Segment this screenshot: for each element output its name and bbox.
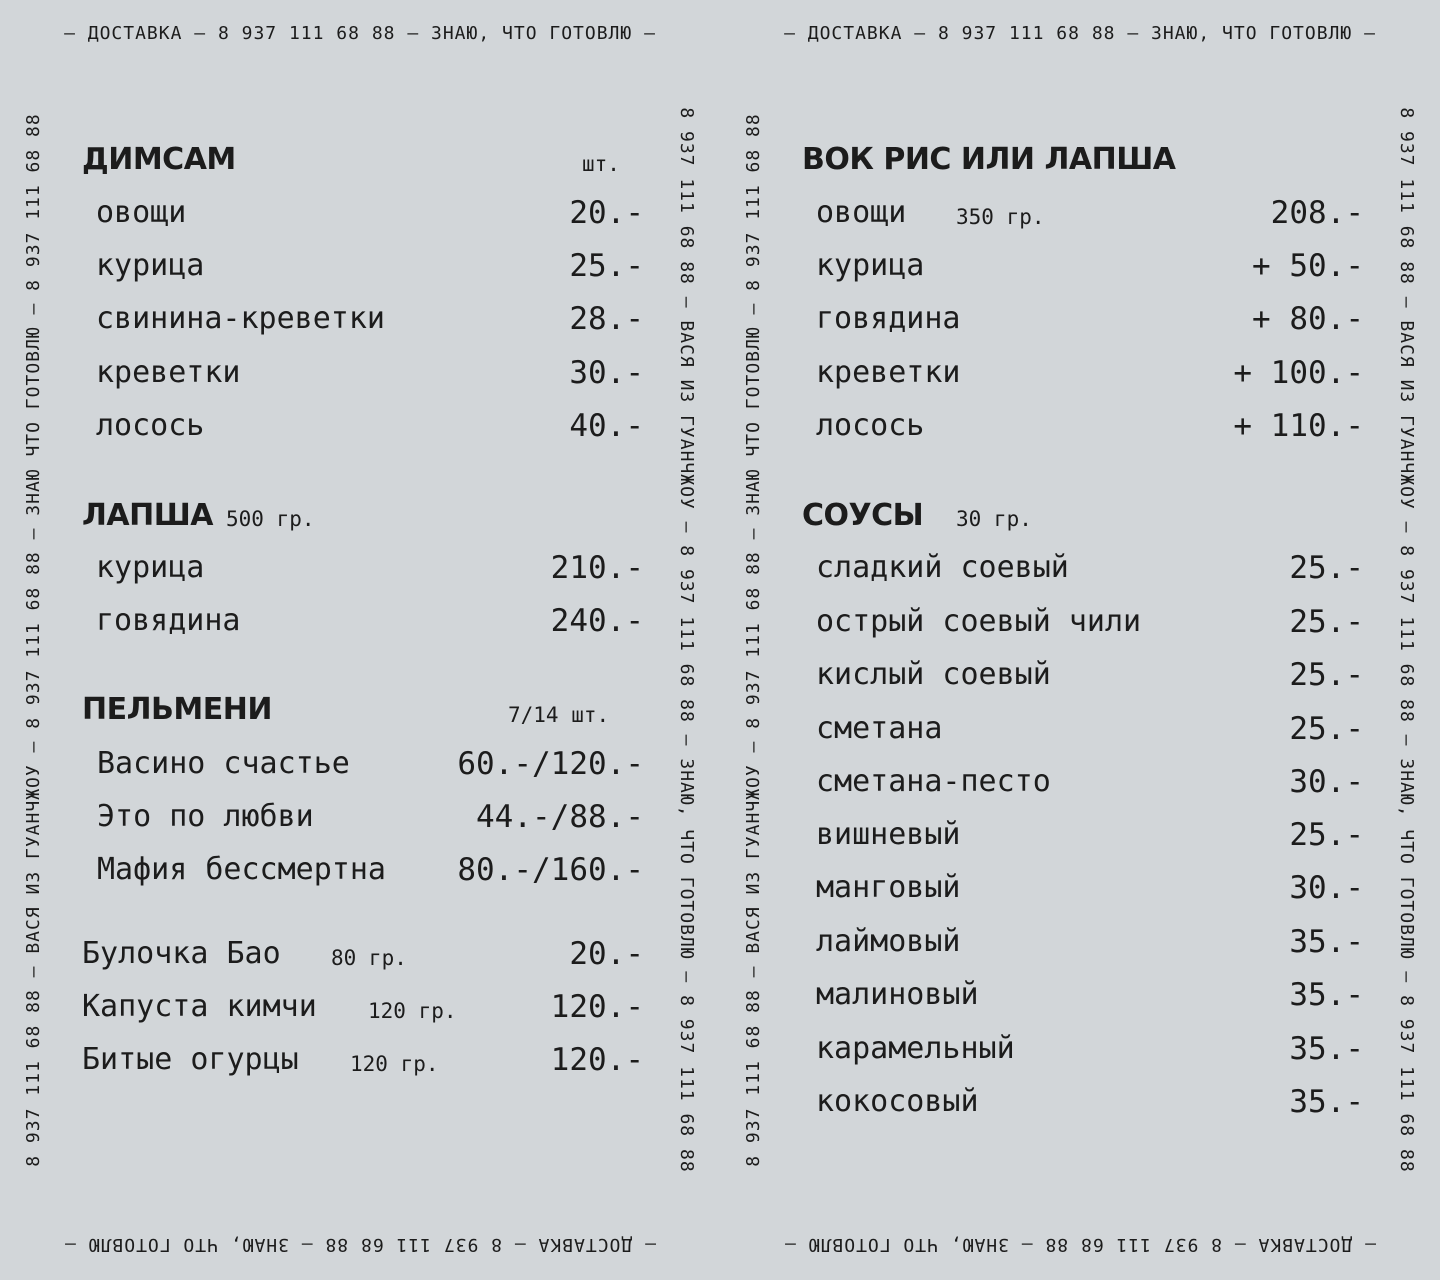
menu-item-price: 120.-	[550, 989, 644, 1025]
section-unit-pelmeni: 7/14 шт.	[508, 703, 610, 727]
menu-item-price: + 110.-	[1233, 408, 1364, 444]
menu-item-price: + 100.-	[1233, 355, 1364, 391]
menu-item-name: говядина	[816, 301, 961, 336]
menu-item-name: Мафия бессмертна	[97, 852, 386, 887]
menu-item-name: вишневый	[816, 817, 961, 852]
menu-item-name: курица	[96, 550, 205, 585]
menu-page-right	[720, 0, 1440, 1280]
menu-item-price: 25.-	[1289, 711, 1364, 747]
menu-item-name: сметана	[816, 711, 943, 746]
menu-item-unit: 120 гр.	[350, 1052, 439, 1076]
menu-item-name: овощи	[816, 195, 907, 230]
border-right-text: 8 937 111 68 88 — ВАСЯ ИЗ ГУАНЧЖОУ — 8 937 111 68 88 — ЗНАЮ, ЧТО ГОТОВЛЮ — 8 937 111 68 88	[676, 107, 697, 1173]
border-bottom-text: — ДОСТАВКА — 8 937 111 68 88 — ЗНАЮ, ЧТО ГОТОВЛЮ —	[784, 1234, 1376, 1255]
menu-item-name: креветки	[96, 355, 241, 390]
section-title-sauces: СОУСЫ	[802, 498, 924, 533]
menu-item-price: 20.-	[569, 195, 644, 231]
menu-item-price: 35.-	[1289, 924, 1364, 960]
section-title-pelmeni: ПЕЛЬМЕНИ	[82, 692, 272, 727]
menu-item-price: 25.-	[1289, 817, 1364, 853]
section-title-lapsha: ЛАПША	[82, 498, 214, 533]
menu-item-name: Это по любви	[97, 799, 314, 834]
menu-item-name: лосось	[816, 408, 925, 443]
border-top-text: — ДОСТАВКА — 8 937 111 68 88 — ЗНАЮ, ЧТО ГОТОВЛЮ —	[784, 23, 1376, 44]
menu-item-name: манговый	[816, 870, 961, 905]
border-left-text: 8 937 111 68 88 — ВАСЯ ИЗ ГУАНЧЖОУ — 8 937 111 68 88 — ЗНАЮ ЧТО ГОТОВЛЮ — 8 937 111 68 88	[743, 113, 764, 1167]
menu-item-name: курица	[96, 248, 205, 283]
menu-item-price: 240.-	[550, 603, 644, 639]
menu-item-price: + 50.-	[1252, 248, 1364, 284]
section-unit-sauces: 30 гр.	[956, 507, 1032, 531]
menu-item-price: 25.-	[1289, 657, 1364, 693]
menu-item-name: свинина-креветки	[96, 301, 385, 336]
menu-item-name: Булочка Бао	[82, 936, 281, 971]
menu-item-unit: 350 гр.	[956, 205, 1045, 229]
menu-item-price: 25.-	[1289, 550, 1364, 586]
section-unit-dimsam: шт.	[582, 152, 620, 176]
menu-item-name: карамельный	[816, 1031, 1015, 1066]
menu-item-name: кислый соевый	[816, 657, 1051, 692]
menu-item-price: 25.-	[1289, 604, 1364, 640]
menu-item-name: лаймовый	[816, 924, 961, 959]
menu-item-price: + 80.-	[1252, 301, 1364, 337]
menu-item-price: 40.-	[569, 408, 644, 444]
section-unit-lapsha: 500 гр.	[226, 507, 315, 531]
menu-item-price: 30.-	[1289, 870, 1364, 906]
menu-item-price: 25.-	[569, 248, 644, 284]
menu-item-name: овощи	[96, 195, 187, 230]
menu-item-name: лосось	[96, 408, 205, 443]
menu-item-name: сметана-песто	[816, 764, 1051, 799]
menu-item-price: 35.-	[1289, 1031, 1364, 1067]
menu-item-price: 60.-/120.-	[457, 746, 644, 782]
menu-item-name: говядина	[96, 603, 241, 638]
menu-item-price: 80.-/160.-	[457, 852, 644, 888]
border-top-text: — ДОСТАВКА — 8 937 111 68 88 — ЗНАЮ, ЧТО ГОТОВЛЮ —	[64, 23, 656, 44]
menu-item-name: Васино счастье	[97, 746, 350, 781]
border-bottom-text: — ДОСТАВКА — 8 937 111 68 88 — ЗНАЮ, ЧТО ГОТОВЛЮ —	[64, 1234, 656, 1255]
menu-item-name: курица	[816, 248, 925, 283]
menu-item-price: 120.-	[550, 1042, 644, 1078]
menu-item-unit: 120 гр.	[368, 999, 457, 1023]
menu-item-name: Битые огурцы	[82, 1042, 299, 1077]
border-right-text: 8 937 111 68 88 — ВАСЯ ИЗ ГУАНЧЖОУ — 8 937 111 68 88 — ЗНАЮ, ЧТО ГОТОВЛЮ — 8 937 111 68 88	[1396, 107, 1417, 1173]
border-left-text: 8 937 111 68 88 — ВАСЯ ИЗ ГУАНЧЖОУ — 8 937 111 68 88 — ЗНАЮ ЧТО ГОТОВЛЮ — 8 937 111 68 88	[23, 113, 44, 1167]
menu-item-name: креветки	[816, 355, 961, 390]
menu-item-price: 20.-	[569, 936, 644, 972]
menu-item-price: 208.-	[1270, 195, 1364, 231]
menu-item-price: 30.-	[1289, 764, 1364, 800]
menu-item-name: Капуста кимчи	[82, 989, 317, 1024]
menu-item-price: 35.-	[1289, 977, 1364, 1013]
menu-item-name: кокосовый	[816, 1084, 979, 1119]
section-title-dimsam: ДИМСАМ	[82, 142, 236, 177]
menu-item-price: 44.-/88.-	[476, 799, 644, 835]
menu-item-unit: 80 гр.	[331, 946, 407, 970]
section-title-wok: ВОК РИС ИЛИ ЛАПША	[802, 142, 1176, 177]
menu-item-name: сладкий соевый	[816, 550, 1069, 585]
menu-item-name: малиновый	[816, 977, 979, 1012]
menu-item-price: 30.-	[569, 355, 644, 391]
menu-item-price: 210.-	[550, 550, 644, 586]
menu-item-price: 35.-	[1289, 1084, 1364, 1120]
menu-item-price: 28.-	[569, 301, 644, 337]
menu-item-name: острый соевый чили	[816, 604, 1142, 639]
